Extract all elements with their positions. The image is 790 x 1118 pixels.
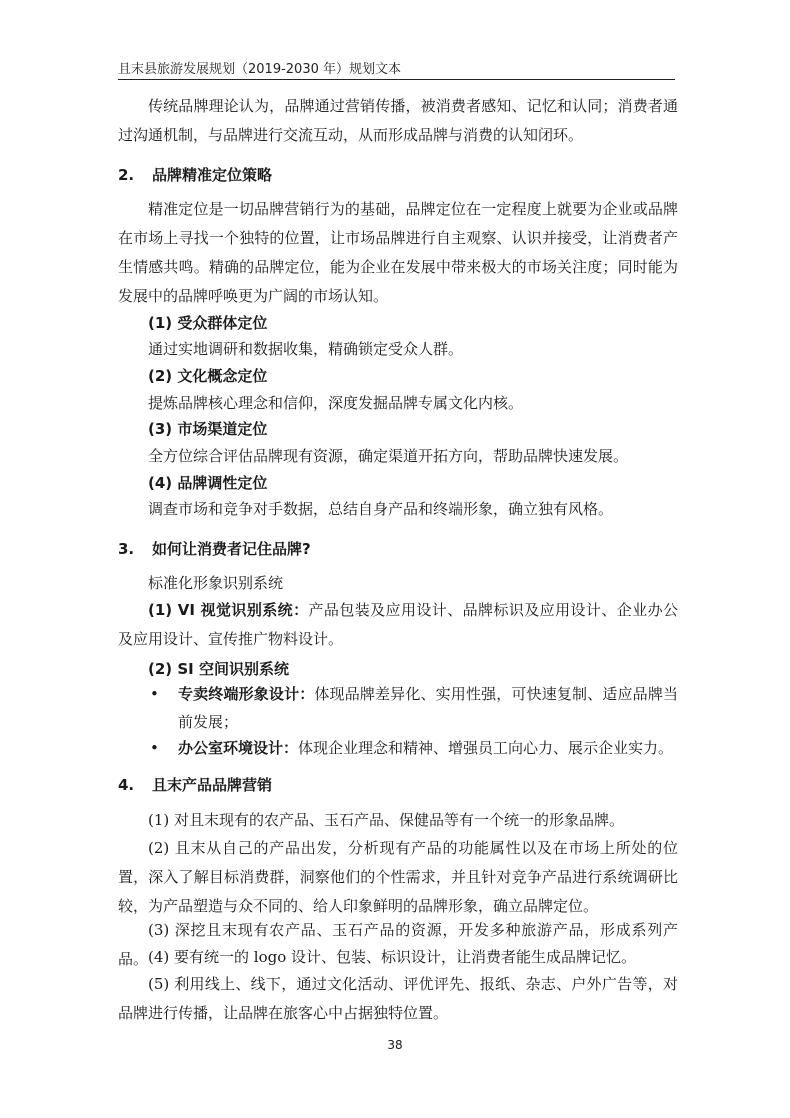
section-4-title: 且末产品品牌营销 — [152, 776, 273, 794]
section-2-heading — [118, 164, 272, 185]
bullet-marker: • — [150, 685, 159, 703]
positioning-item-title: (4) 品牌调性定位 — [148, 474, 268, 492]
vi-system-paragraph — [118, 596, 678, 654]
bullet-item-label: 办公室环境设计： — [178, 739, 299, 757]
marketing-item: (1) 对且末现有的农产品、玉石产品、保健品等有一个统一的形象品牌。 — [148, 811, 625, 829]
section-2-title: 品牌精准定位策略 — [152, 166, 273, 184]
positioning-item-text: 提炼品牌核心理念和信仰，深度发掘品牌专属文化内核。 — [148, 394, 524, 412]
section-4-heading — [118, 774, 272, 795]
marketing-item: (4) 要有统一的 logo 设计、包装、标识设计，让消费者能生成品牌记忆。 — [148, 948, 637, 966]
section-3-title: 如何让消费者记住品牌? — [152, 540, 311, 558]
positioning-item-text: 通过实地调研和数据收集，精确锁定受众人群。 — [148, 340, 464, 358]
marketing-item: (2) 且末从自己的产品出发，分析现有产品的功能属性以及在市场上所处的位置，深入了解目标消费群，洞察他们的个性需求，并且针对竞争产品进行系统调研比较，为产品塑造与众不同的、给人印象鲜明的品牌形象，确立品牌定位。 — [118, 839, 678, 915]
bullet-item — [178, 680, 678, 736]
section-3-subtitle: 标准化形象识别系统 — [148, 574, 284, 592]
si-system-label: (2) SI 空间识别系统 — [148, 660, 289, 678]
section-2-paragraph: 精准定位是一切品牌营销行为的基础，品牌定位在一定程度上就要为企业或品牌在市场上寻找一个独特的位置，让市场品牌进行自主观察、认识并接受，让消费者产生情感共鸣。精确的品牌定位，能为企业在发展中带来极大的市场关注度；同时能为发展中的品牌呼唤更为广阔的市场认知。 — [118, 200, 678, 305]
positioning-item-title: (2) 文化概念定位 — [148, 367, 268, 385]
positioning-item-text: 调查市场和竞争对手数据，总结自身产品和终端形象，确立独有风格。 — [148, 500, 614, 518]
section-3-heading — [118, 538, 311, 559]
bullet-item-text: 体现企业理念和精神、增强员工向心力、展示企业实力。 — [298, 739, 674, 757]
running-header: 且末县旅游发展规划（2019-2030 年）规划文本 — [118, 62, 401, 77]
bullet-item-label: 专卖终端形象设计： — [178, 685, 315, 703]
intro-paragraph: 传统品牌理论认为，品牌通过营销传播，被消费者感知、记忆和认同；消费者通过沟通机制，与品牌进行交流互动，从而形成品牌与消费的认知闭环。 — [118, 97, 678, 144]
marketing-item: (3) 深挖且末现有农产品、玉石产品的资源，开发多种旅游产品，形成系列产品。 — [118, 921, 678, 968]
bullet-item-text: 体现品牌差异化、实用性强，可快速复制、适应品牌当前发展； — [178, 685, 678, 731]
marketing-item: (5) 利用线上、线下，通过文化活动、评优评先、报纸、杂志、户外广告等，对品牌进行传播，让品牌在旅客心中占据独特位置。 — [118, 975, 678, 1022]
section-4-number: 4. — [118, 776, 135, 794]
vi-system-text: 产品包装及应用设计、品牌标识及应用设计、企业办公及应用设计、宣传推广物料设计。 — [118, 601, 678, 648]
positioning-item-text: 全方位综合评估品牌现有资源，确定渠道开拓方向，帮助品牌快速发展。 — [148, 447, 629, 465]
vi-system-label: (1) VI 视觉识别系统： — [148, 601, 309, 619]
positioning-item-title: (1) 受众群体定位 — [148, 314, 268, 332]
bullet-item — [178, 734, 678, 762]
header-rule — [118, 79, 675, 80]
page-number: 38 — [387, 1038, 403, 1052]
section-2-number: 2. — [118, 166, 135, 184]
section-3-number: 3. — [118, 540, 135, 558]
positioning-item-title: (3) 市场渠道定位 — [148, 420, 268, 438]
bullet-marker: • — [150, 739, 159, 757]
